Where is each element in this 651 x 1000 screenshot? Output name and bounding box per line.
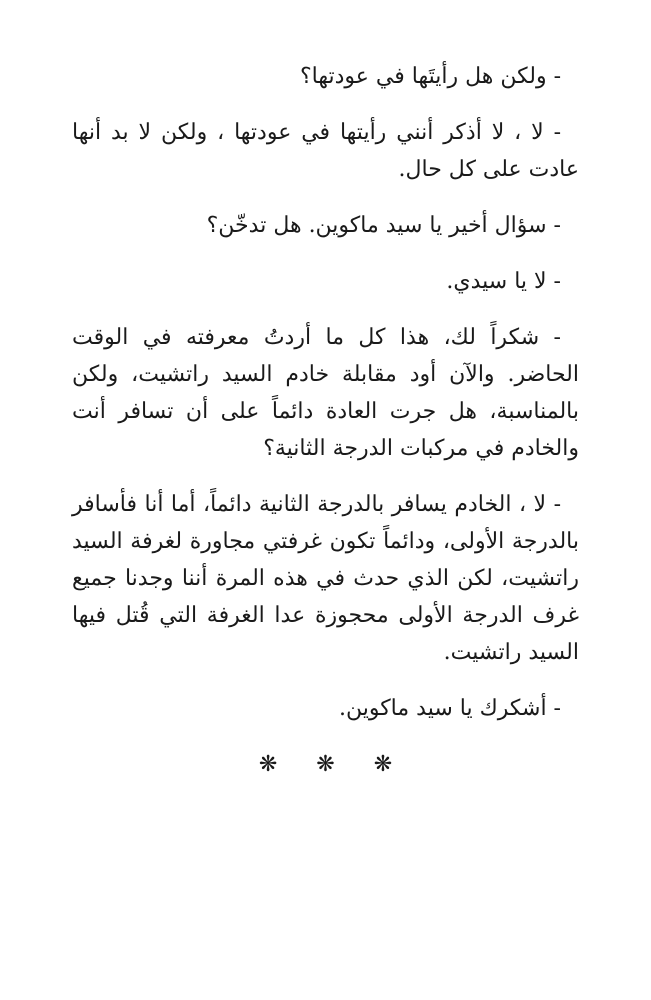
- paragraph: - لا يا سيدي.: [446, 269, 561, 294]
- section-separator: ❋ ❋ ❋: [258, 752, 409, 777]
- paragraph: - أشكرك يا سيد ماكوين.: [338, 696, 561, 721]
- paragraph: - لا ، لا أذكر أنني رأيتها في عودتها ، ولكن لا بد أنها عادت على كل حال.: [72, 120, 579, 182]
- paragraph: - شكراً لك، هذا كل ما أردتُ معرفته في الوقت الحاضر. والآن أود مقابلة خادم السيد راتشيت، ولكن بالمناسبة، هل جرت العادة دائماً على أن تسافر أنت والخادم في مركبات الدرجة الثانية؟: [72, 325, 579, 461]
- paragraph: - ولكن هل رأيتَها في عودتها؟: [299, 64, 561, 89]
- paragraph: - لا ، الخادم يسافر بالدرجة الثانية دائماً، أما أنا فأسافر بالدرجة الأولى، ودائماً تكون غرفتي مجاورة لغرفة السيد راتشيت، لكن الذي حدث في هذه المرة أننا وجدنا جميع غرف الدرجة الأولى محجوزة عدا الغرفة التي قُتل فيها السيد راتشيت.: [72, 492, 579, 665]
- page-text: [72, 58, 579, 783]
- paragraph: - سؤال أخير يا سيد ماكوين. هل تدخّن؟: [206, 213, 561, 238]
